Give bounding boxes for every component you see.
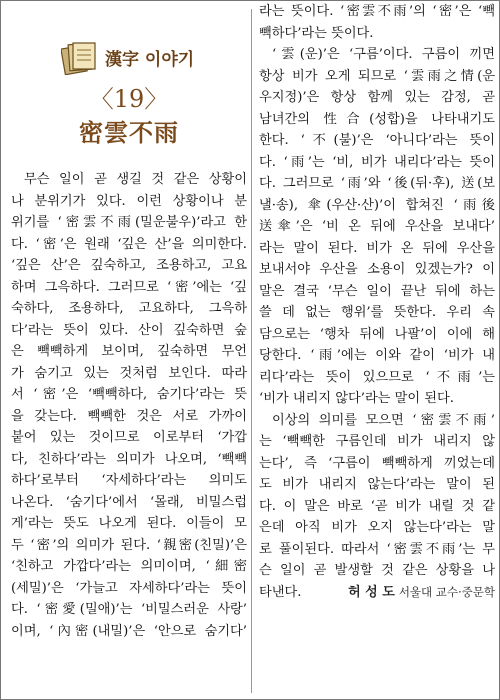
- text-line: 담으로는 ‘행차 뒤에 나팔’이 이에 해: [259, 326, 495, 342]
- text-line: 말은 결국 ‘무슨 일이 끝난 뒤에 하는: [259, 283, 495, 299]
- text-line: 다. 그러므로 ‘雨’와 ‘後(뒤·후), 送(보: [259, 176, 495, 191]
- text-line: 다’라는 뜻이 있다. 산이 깊숙하면 숲: [11, 322, 247, 338]
- text-line: 붙어 있는 것이므로 이로부터 ‘가깝: [11, 430, 247, 445]
- text-line: 무슨 일이 곧 생길 것 같은 상황이: [24, 172, 247, 187]
- text-line: 빽하다’라는 뜻이다.: [259, 25, 374, 41]
- text-line: 가 숨기고 있는 것처럼 보인다. 따라: [11, 365, 247, 381]
- text-line: ‘비가 내리지 않다’라는 말이 된다.: [259, 391, 454, 406]
- text-line: 이며, ‘內密(내밀)’은 ‘안으로 숨기다’: [11, 623, 247, 639]
- text-line: 는다’, 즉 ‘구름이 빽빽하게 끼었는데: [259, 455, 495, 471]
- text-line: ‘깊은 산’은 깊숙하고, 조용하고, 고요: [11, 258, 247, 273]
- text-line: 다, 친하다’라는 의미가 나오며, ‘빽빽: [11, 451, 247, 467]
- right-body-text: [259, 1, 495, 603]
- author-name: 허 성 도: [348, 584, 395, 600]
- text-line: 을 갖는다. 빽빽한 것은 서로 가까이: [11, 408, 247, 424]
- text-line: 낼·송), 傘(우산·산)’이 합쳐진 ‘雨後: [259, 197, 495, 213]
- text-line: 送傘’은 ‘비 온 뒤에 우산을 보내다’: [259, 219, 495, 234]
- left-column: [11, 1, 247, 642]
- text-line: 서 ‘密’은 ‘빽빽하다, 숨기다’라는 뜻: [11, 387, 247, 402]
- text-line: 나 분위기가 있다. 이런 상황이나 분: [11, 193, 247, 209]
- text-line: 우지정)’은 항상 함께 있는 감정, 곧: [259, 90, 495, 105]
- text-line: 로 풀이된다. 따라서 ‘密雲不雨’는 무: [259, 541, 495, 557]
- text-line: 항상 비가 오게 되므로 ‘雲雨之情(운: [259, 68, 495, 84]
- author-affiliation: 서울대 교수·중문학: [398, 584, 495, 599]
- text-line: 남녀간의 性合(성합)을 나타내기도: [259, 111, 495, 127]
- text-line: 한다. ‘不(불)’은 ‘아니다’라는 뜻이: [259, 133, 495, 148]
- text-line: 쓸 데 없는 행위’를 뜻한다. 우리 속: [259, 305, 495, 320]
- text-line: 타낸다.: [259, 584, 302, 600]
- text-line: 은 빽빽하게 보이며, 깊숙하면 무언: [11, 344, 247, 359]
- right-column: [259, 1, 495, 603]
- text-line: ‘雲(운)’은 ‘구름’이다. 구름이 끼면: [272, 47, 495, 62]
- article-number: 〈19〉: [89, 85, 169, 113]
- text-line: 는 ‘빽빽한 구름인데 비가 내리지 않: [259, 434, 495, 449]
- paper-stack-icon: [61, 41, 97, 75]
- text-line: 도 비가 내리지 않는다’라는 말이 된: [259, 477, 495, 492]
- text-line: 라는 말이 된다. 비가 온 뒤에 우산을: [259, 240, 495, 256]
- text-line: 하며 그윽하다. 그러므로 ‘密’에는 ‘깊: [11, 279, 247, 295]
- left-body-text: [11, 169, 247, 642]
- text-line: ‘친하고 가깝다’라는 의미이며, ‘細密: [11, 559, 247, 574]
- series-title: 漢字 이야기: [105, 50, 195, 70]
- text-line: 다. ‘密’은 원래 ‘깊은 산’을 의미한다.: [11, 236, 247, 252]
- text-line: 숙하다, 조용하다, 고요하다, 그윽하: [11, 301, 247, 316]
- text-line: 게’라는 뜻도 나오게 된다. 이들이 모: [11, 516, 247, 531]
- text-line: 다. ‘雨’는 ‘비, 비가 내리다’라는 뜻이: [259, 154, 495, 170]
- text-line: 다. 이 말은 바로 ‘곧 비가 내릴 것 같: [259, 498, 495, 514]
- text-line: 보내서야 우산을 소용이 있겠는가? 이: [259, 262, 495, 277]
- article-title: 密雲不雨: [79, 118, 179, 147]
- article-header: [11, 1, 247, 169]
- text-line: 리다’라는 뜻이 있으므로 ‘不雨’는: [259, 369, 495, 385]
- text-line: 당한다. ‘雨’에는 이와 같이 ‘비가 내: [259, 348, 495, 363]
- text-line: 은데 아직 비가 오지 않는다’라는 말: [259, 520, 495, 535]
- text-line: 두 ‘密’의 의미가 된다. ‘親密(친밀)’은: [11, 537, 247, 553]
- text-line: 라는 뜻이다. ‘密雲不雨’의 ‘密’은 ‘빽: [259, 4, 495, 19]
- text-line: 나온다. ‘숨기다’에서 ‘몰래, 비밀스럽: [11, 494, 247, 510]
- text-line: 다. ‘密愛(밀애)’는 ‘비밀스러운 사랑’: [11, 602, 247, 617]
- text-line: 하다’로부터 ‘자세하다’라는 의미도: [11, 473, 247, 488]
- column-divider: [251, 9, 252, 693]
- text-line: 이상의 의미를 모으면 ‘密雲不雨’: [272, 412, 495, 428]
- text-line: (세밀)’은 ‘가늘고 자세하다’라는 뜻이: [11, 580, 247, 596]
- text-line: 위기를 ‘密雲不雨(밀운불우)’라고 한: [11, 215, 247, 230]
- text-line: 슨 일이 곧 발생할 것 같은 상황을 나: [259, 563, 495, 578]
